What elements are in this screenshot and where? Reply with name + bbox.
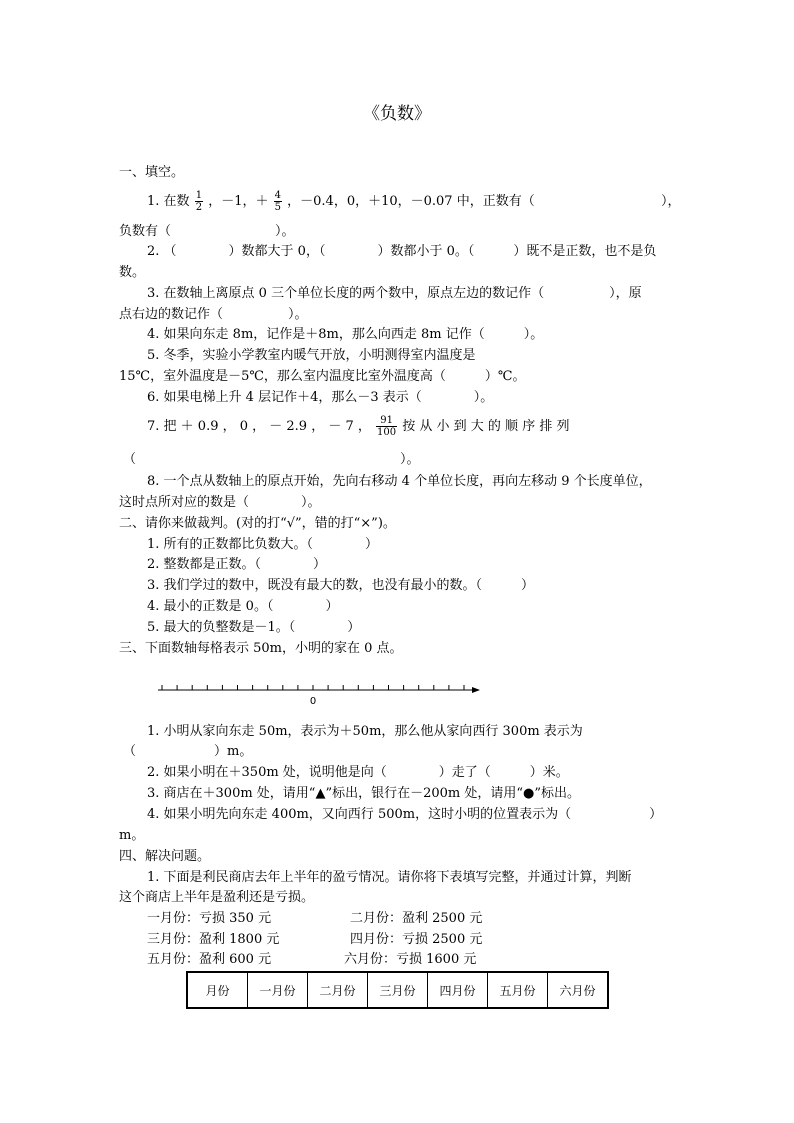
frac-den: 5	[274, 202, 281, 213]
q7-line1	[147, 412, 569, 442]
table-header-cell: 月份	[187, 972, 248, 1008]
q7-open-paren: （	[123, 452, 137, 467]
number-line-zero-label: 0	[309, 696, 317, 707]
month-jan: 一月份：亏损 350 元	[147, 911, 272, 926]
frac-den: 100	[377, 427, 397, 438]
s3-q4-line1: 4. 如果小明先向东走 400m，又向西行 500m，这时小明的位置表示为（ ）	[147, 807, 663, 822]
q1-line2: 负数有（ ）。	[119, 224, 295, 239]
q8-line1: 8. 一个点从数轴上的原点开始，先向右移动 4 个单位长度，再向左移动 9 个长度单位，	[147, 474, 652, 489]
q1-mid2: ，－0.4，0，＋10，－0.07 中，正数有（	[287, 194, 535, 209]
q3-line1: 3. 在数轴上离原点 0 三个单位长度的两个数中，原点左边的数记作（ ），原	[147, 286, 642, 301]
number-line-arrow	[472, 687, 480, 693]
q7-close-paren: ）。	[400, 452, 420, 467]
frac-num: 91	[376, 415, 397, 427]
month-jun: 六月份：亏损 1600 元	[344, 952, 477, 967]
q8-line2: 这时点所对应的数是（ ）。	[119, 495, 321, 510]
table-header-cell: 三月份	[368, 972, 428, 1008]
s3-q3: 3. 商店在＋300m 处，请用“▲”标出，银行在－200m 处，请用“●”标出。	[147, 786, 581, 801]
number-line-ticks	[162, 685, 464, 690]
section3-heading: 三、下面数轴每格表示 50m，小明的家在 0 点。	[119, 641, 403, 656]
table-header-cell: 五月份	[488, 972, 548, 1008]
fraction-four-fifths	[274, 190, 282, 213]
q3-line2: 点右边的数记作（ ）。	[119, 307, 308, 322]
q1-mid1: ，－1，＋	[208, 194, 269, 209]
month-mar: 三月份：盈利 1800 元	[147, 932, 280, 947]
judge-item-3: 3. 我们学过的数中，既没有最大的数，也没有最小的数。（ ）	[147, 578, 535, 593]
table-header-cell: 四月份	[428, 972, 488, 1008]
judge-item-5: 5. 最大的负整数是－1。（ ）	[147, 620, 361, 635]
frac-num: 4	[274, 190, 281, 201]
s3-q1-line2: （ ）m。	[123, 744, 253, 759]
judge-item-1: 1. 所有的正数都比负数大。（ ）	[147, 537, 379, 552]
q1-close: ），	[661, 194, 681, 209]
month-apr: 四月份：亏损 2500 元	[350, 932, 483, 947]
frac-den: 2	[195, 202, 203, 213]
section2-heading: 二、请你来做裁判。(对的打“√”，错的打“×”)。	[119, 516, 396, 531]
q6: 6. 如果电梯上升 4 层记作＋4，那么－3 表示（ ）。	[147, 390, 494, 405]
q1-line1	[147, 187, 535, 217]
s3-q2: 2. 如果小明在＋350m 处，说明他是向（ ）走了（ ）米。	[147, 765, 569, 780]
section4-heading: 四、解决问题。	[119, 849, 211, 864]
judge-item-2: 2. 整数都是正数。（ ）	[147, 557, 327, 572]
s3-q4-line2: m。	[119, 828, 145, 843]
s4-q1-line1: 1. 下面是利民商店去年上半年的盈亏情况。请你将下表填写完整，并通过计算，判断	[147, 870, 632, 885]
q1-prefix: 1. 在数	[147, 194, 190, 209]
q7-suffix: 按 从 小 到 大 的 顺 序 排 列	[402, 419, 570, 434]
q2-line1: 2. （ ）数都大于 0，（ ）数都小于 0。（ ）既不是正数，也不是负	[147, 244, 657, 259]
q4: 4. 如果向东走 8m，记作是＋8m，那么向西走 8m 记作（ ）。	[147, 327, 544, 342]
table-header-row	[187, 972, 608, 1008]
month-feb: 二月份：盈利 2500 元	[350, 911, 483, 926]
q5-line2: 15℃，室外温度是－5℃，那么室内温度比室外温度高（ ）℃。	[119, 369, 526, 384]
s4-q1-line2: 这个商店上半年是盈利还是亏损。	[119, 890, 315, 905]
table-header-cell: 一月份	[248, 972, 308, 1008]
page-title: 《负数》	[363, 104, 431, 124]
judge-item-4: 4. 最小的正数是 0。（ ）	[147, 599, 339, 614]
q7-prefix: 7. 把 ＋ 0.9 ， 0 ， － 2.9 ， － 7 ，	[147, 419, 371, 434]
fraction-91-100	[376, 415, 397, 438]
fraction-half	[195, 190, 203, 213]
number-line	[150, 676, 490, 710]
q5-line1: 5. 冬季，实验小学教室内暖气开放，小明测得室内温度是	[147, 348, 476, 363]
month-may: 五月份：盈利 600 元	[147, 952, 272, 967]
q2-line2: 数。	[119, 265, 146, 280]
table-header-cell: 二月份	[308, 972, 368, 1008]
profit-loss-table	[186, 971, 609, 1009]
s3-q1-line1: 1. 小明从家向东走 50m，表示为＋50m，那么他从家向西行 300m 表示为	[147, 724, 583, 739]
table-header-cell: 六月份	[548, 972, 609, 1008]
section1-heading: 一、填空。	[119, 165, 185, 180]
frac-num: 1	[195, 190, 203, 201]
